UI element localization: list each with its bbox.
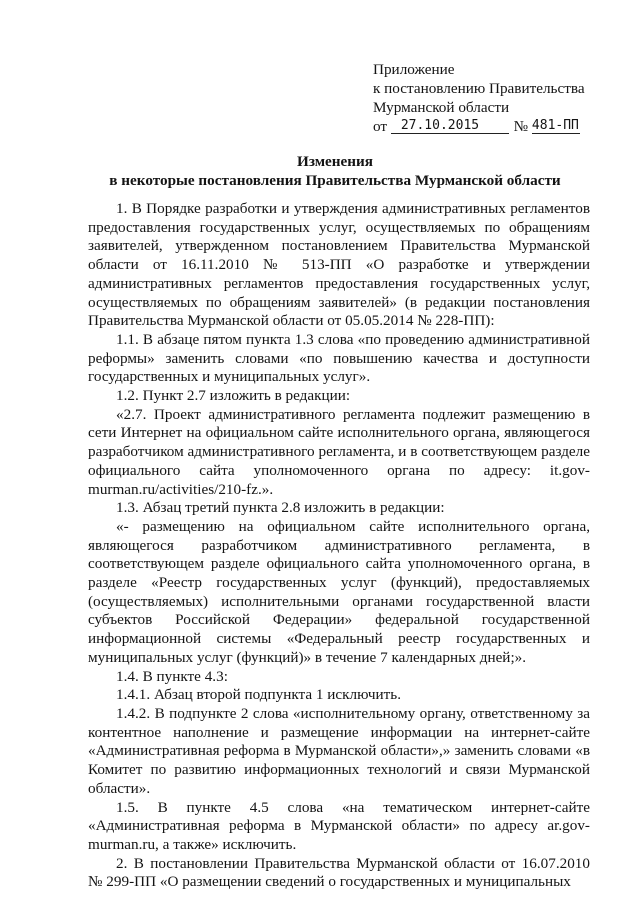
appendix-label: Приложение <box>373 61 455 78</box>
paragraph: 2. В постановлении Правительства Мурманской области от 16.07.2010 № 299-ПП «О размещении сведений о государственных и муниципальных <box>88 854 590 891</box>
resolution-number: 481-ПП <box>531 118 579 133</box>
title-line-1: Изменения <box>297 153 373 170</box>
paragraph: «2.7. Проект административного регламента подлежит размещению в сети Интернет на официальном сайте исполнительного органа, являющегося разработчиком административного регламента, и в соответствующем разделе официального сайта уполномоченного органа по адресу: it.gov-murman.ru/activities/210-fz.». <box>88 405 590 498</box>
paragraph: 1.3. Абзац третий пункта 2.8 изложить в редакции: <box>116 499 445 517</box>
paragraph: 1.4.1. Абзац второй подпункта 1 исключить. <box>116 686 402 704</box>
date-prefix: от <box>373 118 388 135</box>
paragraph: 1.2. Пункт 2.7 изложить в редакции: <box>116 387 351 405</box>
document-title <box>70 152 600 190</box>
title-line-2: в некоторые постановления Правительства Мурманской области <box>109 172 561 189</box>
appendix-resolution-line: к постановлению Правительства <box>373 80 585 97</box>
paragraph: 1.4.2. В подпункте 2 слова «исполнительному органу, ответственному за контентное наполнение и размещение информации на интернет-сайте «Административная реформа в Мурманской области»,» заменить словами «в Комитет по развитию информационных технологий и связи Мурманской области». <box>88 704 590 797</box>
paragraph: 1.4. В пункте 4.3: <box>116 667 228 685</box>
paragraph: «- размещению на официальном сайте исполнительного органа, являющегося разработчиком административного регламента, в соответствующем разделе официального сайта уполномоченного органа, в разделе «Реестр государственных услуг (функций), предоставляемых (осуществляемых) исполнительными органами государственной власти субъектов Российской Федерации» федеральной государственной информационной системы «Федеральный реестр государственных и муниципальных услуг (функций)» в течение 7 календарных дней;». <box>88 517 590 666</box>
appendix-header <box>373 60 613 137</box>
appendix-region-line: Мурманской области <box>373 99 510 116</box>
paragraph: 1. В Порядке разработки и утверждения административных регламентов предоставления государственных услуг, осуществляемых по обращениям заявителей, утвержденном постановлением Правительства Мурманской области от 16.11.2010 № 513-ПП «О разработке и утверждении административных регламентов предоставления государственных услуг, осуществляемых по обращениям заявителей» (в редакции постановления Правительства Мурманской области от 05.05.2014 № 228-ПП): <box>88 200 590 330</box>
paragraph: 1.5. В пункте 4.5 слова «на тематическом интернет-сайте «Административная реформа в Мурманской области» по адресу ar.gov-murman.ru, а также» исключить. <box>88 798 590 853</box>
number-prefix: № <box>513 118 529 135</box>
appendix-date-number-row <box>373 117 613 137</box>
resolution-date: 27.10.2015 <box>391 119 509 134</box>
paragraph: 1.1. В абзаце пятом пункта 1.3 слова «по проведению административной реформы» заменить словами «по повышению качества и доступности государственных и муниципальных услуг». <box>88 330 590 386</box>
document-body <box>88 200 590 892</box>
